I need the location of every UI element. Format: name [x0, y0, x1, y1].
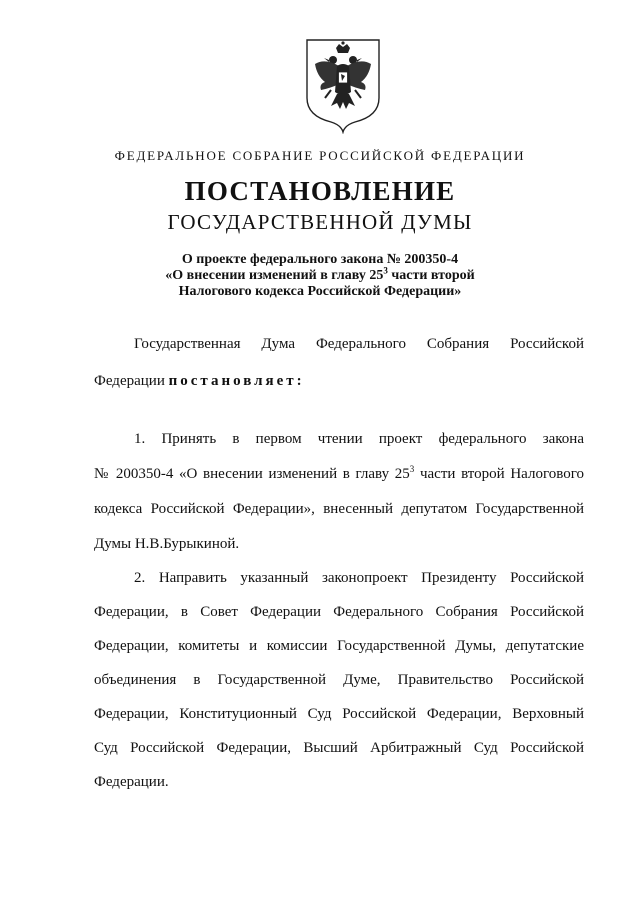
- decree-word: постановляет:: [168, 373, 305, 389]
- item-2-line-4: объединения в Государственной Думе, Правительство Российской: [94, 672, 584, 688]
- item-2-line-1: 2. Направить указанный законопроект Президенту Российской: [134, 570, 584, 586]
- item-1-line-3: кодекса Российской Федерации», внесенный депутатом Государственной: [94, 501, 584, 517]
- item-2-line-6: Суд Российской Федерации, Высший Арбитражный Суд Российской: [94, 740, 584, 756]
- subject-line-3: Налогового кодекса Российской Федерации»: [178, 284, 462, 299]
- item-1-line-2: № 200350-4 «О внесении изменений в главу $25^3$ части второй Налогового: [94, 464, 584, 482]
- preamble-line-2: Федерации постановляет:: [94, 373, 305, 389]
- document-subtitle: ГОСУДАРСТВЕННОЙ ДУМЫ: [167, 210, 473, 234]
- issuing-body: ФЕДЕРАЛЬНОЕ СОБРАНИЕ РОССИЙСКОЙ ФЕДЕРАЦИИ: [114, 148, 526, 163]
- subject-line-2: «О внесении изменений в главу $25^3$ части второй: [165, 265, 475, 283]
- item-1-line-4: Думы Н.В.Бурыкиной.: [94, 536, 240, 552]
- item-2-line-2: Федерации, в Совет Федерации Федерального Собрания Российской: [94, 604, 584, 620]
- item-2-line-3: Федерации, комитеты и комиссии Государственной Думы, депутатские: [94, 638, 584, 654]
- subject-line-1: О проекте федерального закона № 200350-4: [181, 252, 459, 267]
- double-headed-eagle-icon: [303, 36, 383, 134]
- preamble-line-1: Государственная Дума Федерального Собрания Российской: [134, 336, 584, 352]
- document-type-title: ПОСТАНОВЛЕНИЕ: [184, 176, 456, 206]
- item-1-line-1: 1. Принять в первом чтении проект федерального закона: [134, 431, 584, 447]
- item-2-line-7: Федерации.: [94, 774, 169, 790]
- item-2-line-5: Федерации, Конституционный Суд Российской Федерации, Верховный: [94, 706, 584, 722]
- document-subject: [0, 252, 640, 300]
